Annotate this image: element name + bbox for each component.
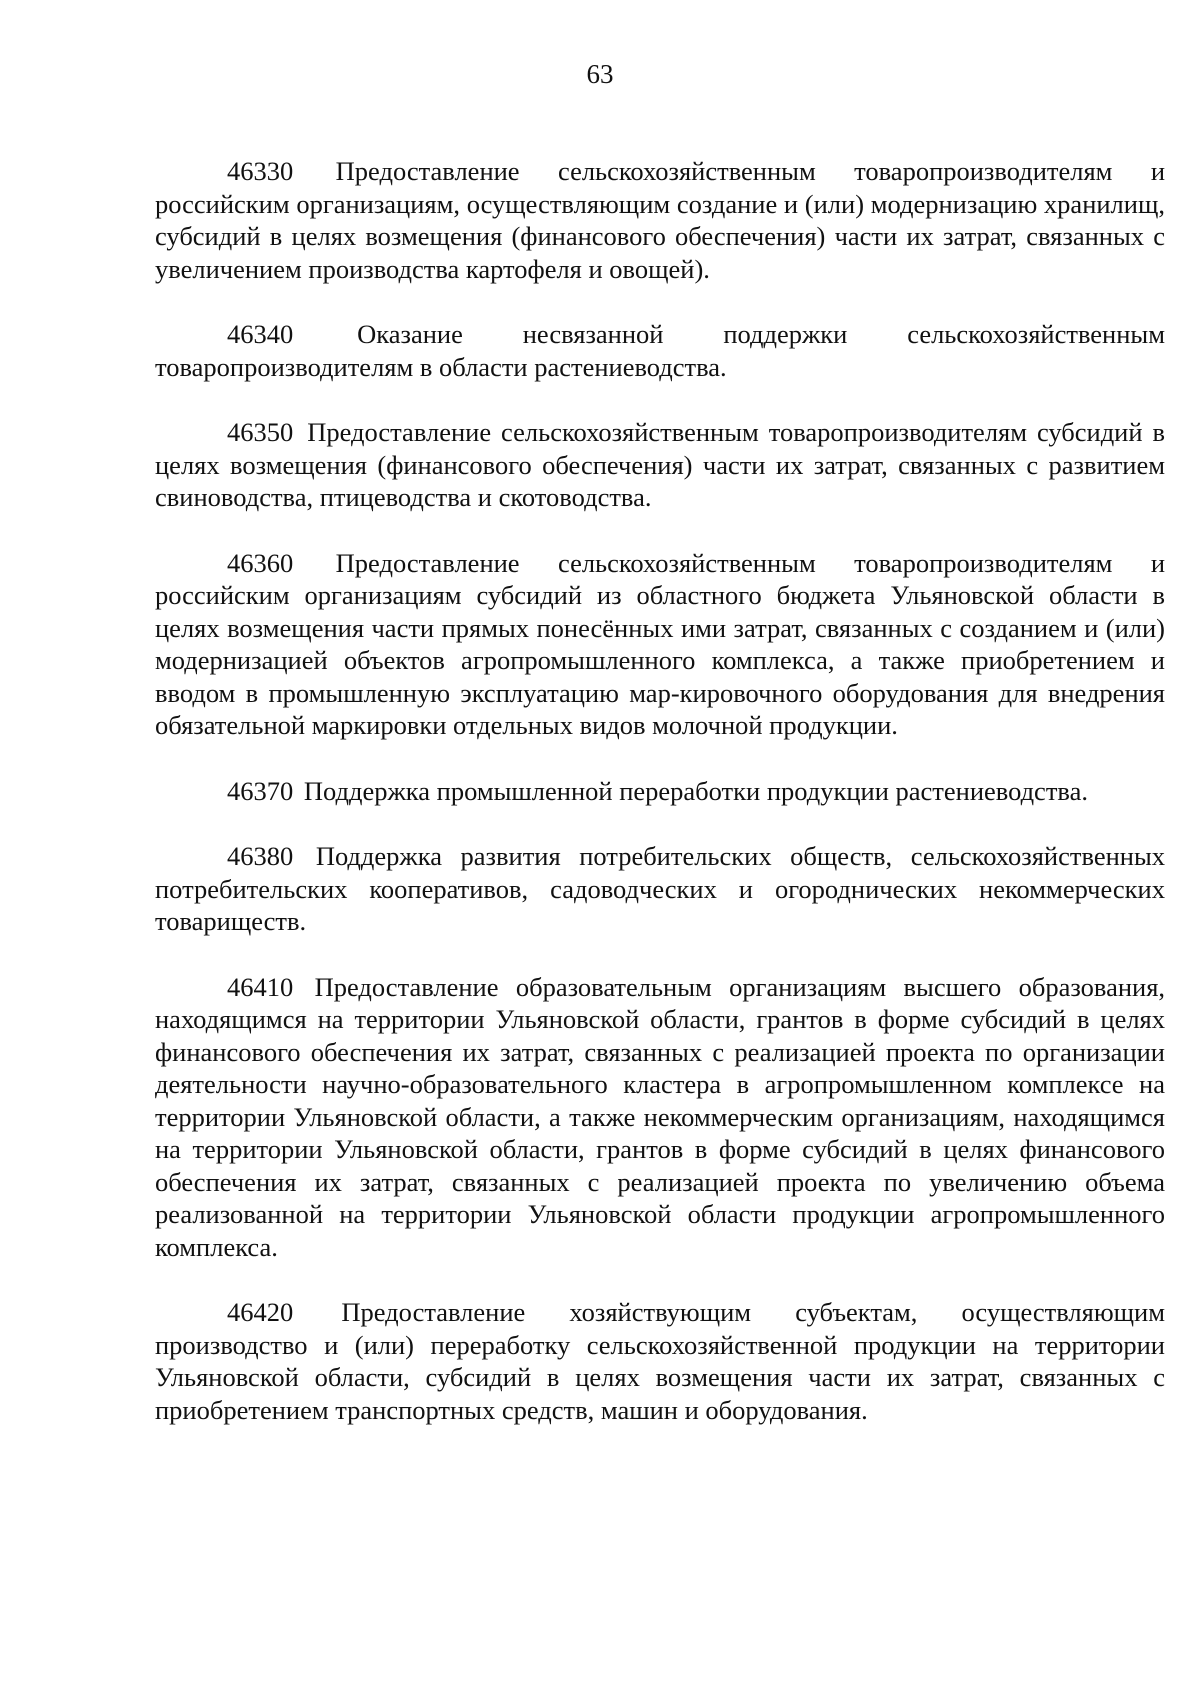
paragraph-46420 (155, 1296, 1165, 1426)
page-number: 63 (586, 59, 614, 89)
paragraph-46360 (155, 547, 1165, 742)
paragraph-text: Предоставление сельскохозяйственным товаропроизводителям и российским организациям, осуществляющим создание и (или) модернизацию хранилищ, субсидий в целях возмещения (финансового обеспечения) части их затрат, связанных с увеличением производства картофеля и овощей). (155, 156, 1166, 284)
budget-code: 46330 (227, 156, 294, 186)
budget-code: 46370 (227, 775, 294, 806)
budget-code: 46360 (227, 547, 294, 578)
paragraph-46330 (155, 155, 1165, 285)
budget-code: 46420 (227, 1297, 294, 1327)
budget-code: 46410 (227, 971, 294, 1002)
paragraph-text: Предоставление образовательным организациям высшего образования, находящимся на территории Ульяновской области, грантов в форме субсидий в целях финансового обеспечения их затрат, связанных с реализацией проекта по организации деятельности научно-образовательного кластера в агропромышленном комплексе на территории Ульяновской области, а также некоммерческим организациям, находящимся на территории Ульяновской области, грантов в форме субсидий в целях финансового обеспечения их затрат, связанных с реализацией проекта по увеличению объема реализованной на территории Ульяновской области продукции агропромышленного комплекса. (155, 971, 1166, 1262)
paragraph-46410 (155, 971, 1165, 1264)
paragraph-46350 (155, 416, 1165, 514)
paragraph-text: Предоставление хозяйствующим субъектам, осуществляющим производство и (или) переработку сельскохозяйственной продукции на территории Ульяновской области, субсидий в целях возмещения части их затрат, связанных с приобретением транспортных средств, машин и оборудования. (155, 1297, 1165, 1425)
budget-code: 46350 (227, 417, 294, 447)
paragraph-text: Оказание несвязанной поддержки сельскохозяйственным товаропроизводителям в области растениеводства. (155, 319, 1165, 382)
paragraph-46380 (155, 840, 1165, 938)
budget-code: 46340 (227, 319, 294, 349)
paragraph-46340 (155, 318, 1165, 383)
paragraph-text: Предоставление сельскохозяйственным товаропроизводителям субсидий в целях возмещения (финансового обеспечения) части их затрат, связанных с развитием свиноводства, птицеводства и скотоводства. (155, 417, 1165, 512)
budget-code: 46380 (227, 841, 294, 871)
paragraph-text: Поддержка промышленной переработки продукции растениеводства. (303, 775, 1088, 806)
paragraph-46370 (155, 775, 1165, 808)
document-body (155, 155, 1165, 1459)
paragraph-text: Предоставление сельскохозяйственным товаропроизводителям и российским организациям субсидий из областного бюджета Ульяновской области в целях возмещения части прямых понесённых ими затрат, связанных с созданием и (или) модернизацией объектов агропромышленного комплекса, а также приобретением и вводом в промышленную эксплуатацию мар-кировочного оборудования для внедрения обязательной маркировки отдельных видов молочной продукции. (155, 547, 1166, 740)
paragraph-text: Поддержка развития потребительских обществ, сельскохозяйственных потребительских кооперативов, садоводческих и огороднических некоммерческих товариществ. (155, 841, 1165, 936)
